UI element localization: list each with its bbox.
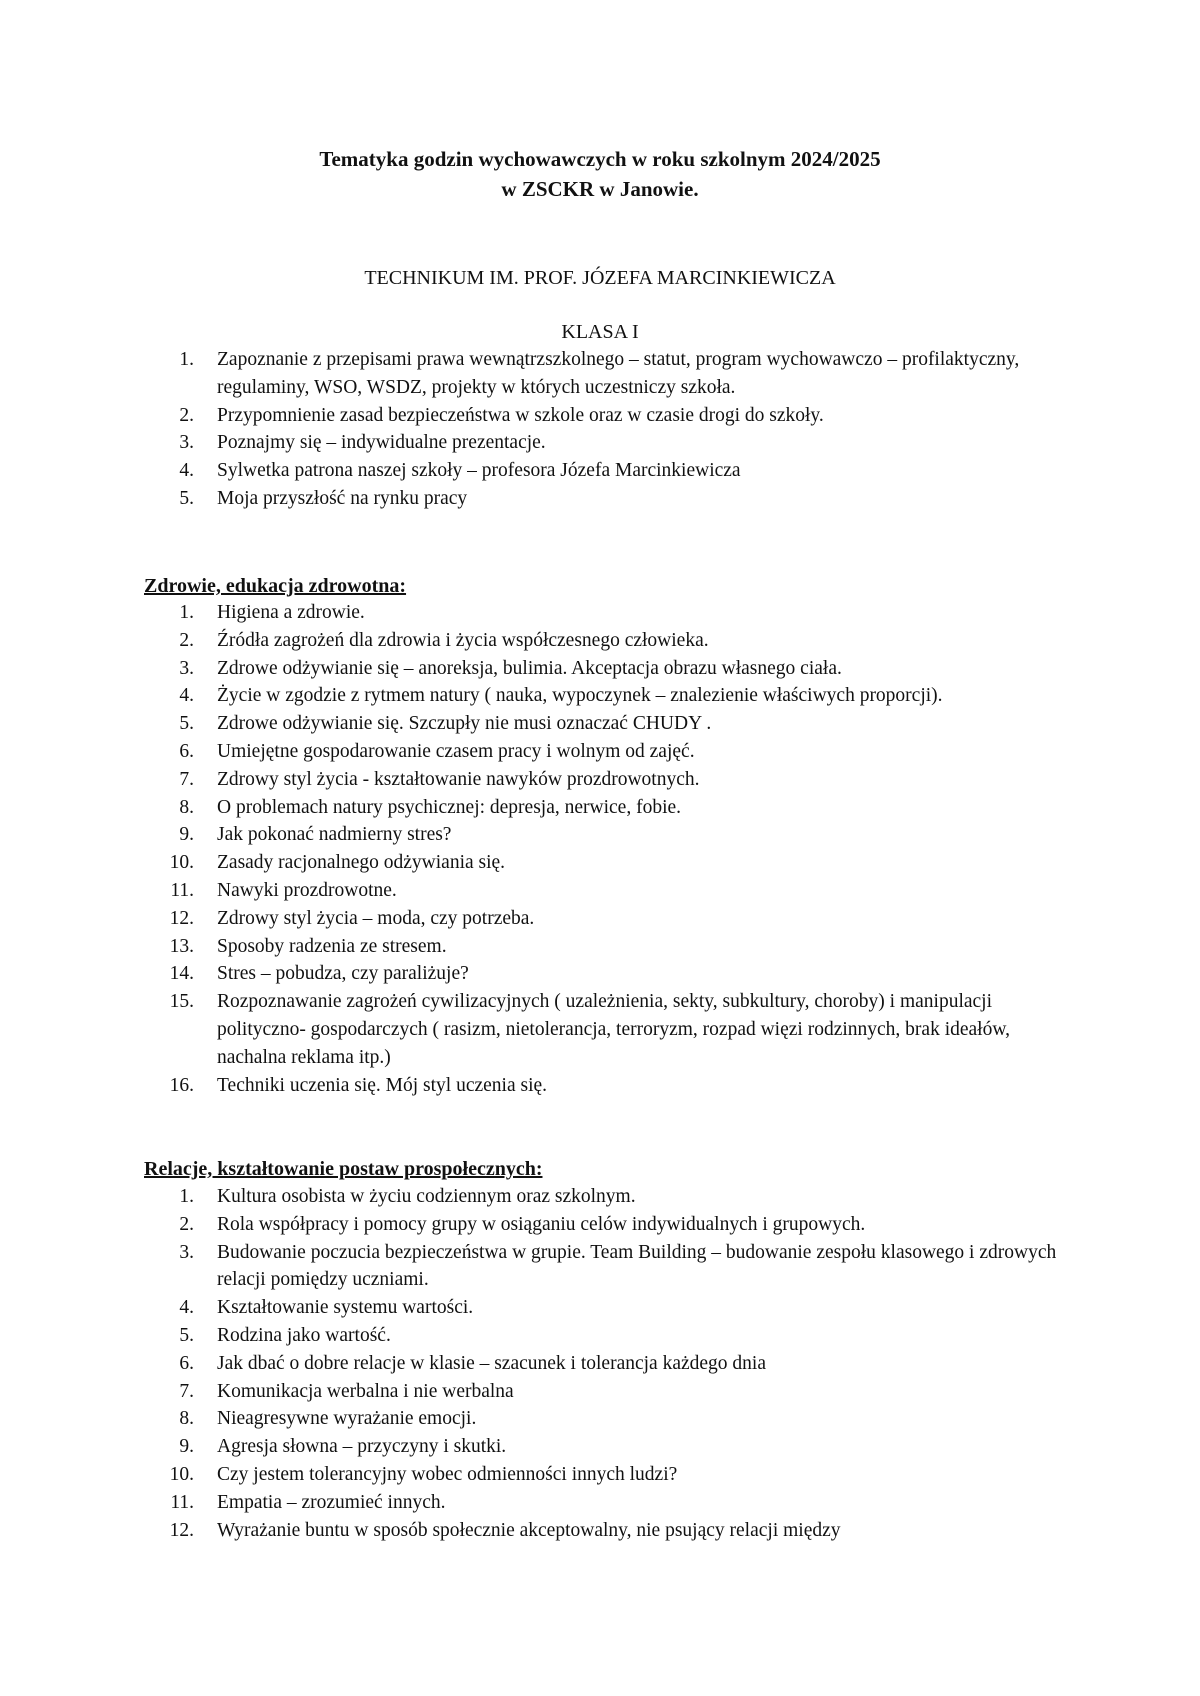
list-item-number: 1. — [179, 1186, 194, 1207]
list-item — [0, 1350, 1067, 1378]
list-item-number: 6. — [179, 740, 194, 762]
list-item-number: 9. — [179, 824, 194, 846]
list-item — [0, 627, 1067, 655]
section-heading-relations: Relacje, kształtowanie postaw prospołecznych: — [144, 1158, 543, 1180]
list-item-text: Życie w zgodzie z rytmem natury ( nauka, wypoczynek – znalezienie właściwych proporcji). — [217, 685, 943, 707]
list-item-text: Zdrowy styl życia - kształtowanie nawyków prozdrowotnych. — [217, 768, 700, 790]
list-item — [0, 485, 1067, 513]
list-item — [0, 1239, 1067, 1295]
section-heading-health: Zdrowie, edukacja zdrowotna: — [144, 575, 407, 597]
list-item-text: Poznajmy się – indywidualne prezentacje. — [217, 432, 546, 454]
list-item-text: Techniki uczenia się. Mój styl uczenia się. — [217, 1074, 548, 1096]
title-line-1: Tematyka godzin wychowawczych w roku szkolnym 2024/2025 — [319, 147, 881, 171]
list-item-number: 1. — [179, 349, 194, 370]
list-item-text: Sposoby radzenia ze stresem. — [217, 935, 447, 957]
list-item-text: Rodzina jako wartość. — [217, 1324, 391, 1346]
list-item — [0, 457, 1067, 485]
list-item-number: 10. — [169, 1463, 194, 1485]
list-item-number: 2. — [179, 404, 194, 426]
list-item — [0, 429, 1067, 457]
list-item-text: Przypomnienie zasad bezpieczeństwa w szkole oraz w czasie drogi do szkoły. — [217, 404, 824, 426]
list-item-number: 15. — [169, 991, 194, 1013]
list-item — [0, 933, 1067, 961]
list-item-text: Stres – pobudza, czy paraliżuje? — [217, 963, 469, 985]
list-item-number: 10. — [169, 852, 194, 874]
list-item-text: Rola współpracy i pomocy grupy w osiąganiu celów indywidualnych i grupowych. — [217, 1213, 866, 1235]
list-item-text: Źródła zagrożeń dla zdrowia i życia współczesnego człowieka. — [217, 629, 709, 651]
list-item-number: 7. — [179, 1380, 194, 1402]
list-item-number: 5. — [179, 713, 194, 735]
list-item — [0, 346, 1067, 402]
list-item — [0, 1294, 1067, 1322]
list-item — [0, 849, 1067, 877]
list-item-number: 12. — [169, 907, 194, 929]
list-item-number: 4. — [179, 1297, 194, 1319]
list-item-number: 13. — [169, 935, 194, 957]
list-item-text: Zdrowe odżywianie się. Szczupły nie musi oznaczać CHUDY . — [217, 713, 712, 735]
list-item — [0, 1517, 1067, 1545]
list-item-text: Empatia – zrozumieć innych. — [217, 1491, 446, 1513]
list-item-text: Nieagresywne wyrażanie emocji. — [217, 1408, 477, 1430]
list-item — [0, 1461, 1067, 1489]
list-item — [0, 402, 1067, 430]
list-item-text: Moja przyszłość na rynku pracy — [217, 487, 468, 509]
list-item-text: Zasady racjonalnego odżywiania się. — [217, 852, 506, 874]
list-item-text: Agresja słowna – przyczyny i skutki. — [217, 1436, 507, 1458]
list-item-text: O problemach natury psychicznej: depresja, nerwice, fobie. — [217, 796, 682, 818]
list-item — [0, 905, 1067, 933]
list-item — [0, 988, 1067, 1071]
class-topics-list — [0, 346, 1067, 513]
list-item-text: Nawyki prozdrowotne. — [217, 879, 397, 901]
list-item — [0, 655, 1067, 683]
list-item — [0, 1211, 1067, 1239]
list-item-text: Wyrażanie buntu w sposób społecznie akceptowalny, nie psujący relacji między — [217, 1519, 841, 1541]
list-item-text: Kultura osobista w życiu codziennym oraz szkolnym. — [217, 1186, 636, 1207]
list-item — [0, 599, 1067, 627]
list-item — [0, 710, 1067, 738]
list-item-number: 3. — [179, 657, 194, 679]
list-item-text: Jak dbać o dobre relacje w klasie – szacunek i tolerancja każdego dnia — [217, 1352, 766, 1374]
list-item-number: 8. — [179, 1408, 194, 1430]
school-name: TECHNIKUM IM. PROF. JÓZEFA MARCINKIEWICZA — [364, 267, 836, 289]
list-item — [0, 1433, 1067, 1461]
class-heading: KLASA I — [561, 321, 639, 343]
list-item-text: Kształtowanie systemu wartości. — [217, 1297, 474, 1319]
list-item — [0, 960, 1067, 988]
relations-topics-list — [0, 1183, 1067, 1544]
list-item-number: 2. — [179, 629, 194, 651]
list-item-number: 3. — [179, 432, 194, 454]
list-item-number: 16. — [169, 1074, 194, 1096]
document-title — [0, 144, 1200, 204]
list-item-text: Higiena a zdrowie. — [217, 602, 365, 623]
list-item-number: 11. — [170, 1491, 194, 1513]
list-item-number: 7. — [179, 768, 194, 790]
list-item — [0, 1378, 1067, 1406]
list-item — [0, 682, 1067, 710]
list-item-number: 5. — [179, 1324, 194, 1346]
list-item-text: Komunikacja werbalna i nie werbalna — [217, 1380, 514, 1402]
list-item-number: 3. — [179, 1241, 194, 1263]
list-item-number: 5. — [179, 487, 194, 509]
list-item — [0, 1489, 1067, 1517]
list-item — [0, 877, 1067, 905]
list-item-number: 6. — [179, 1352, 194, 1374]
list-item-number: 2. — [179, 1213, 194, 1235]
list-item-text: Budowanie poczucia bezpieczeństwa w grupie. Team Building – budowanie zespołu klasowego i zdrowych relacji pomiędzy uczniami. — [217, 1241, 1057, 1291]
list-item-text: Zdrowe odżywianie się – anoreksja, bulimia. Akceptacja obrazu własnego ciała. — [217, 657, 842, 679]
list-item-text: Sylwetka patrona naszej szkoły – profesora Józefa Marcinkiewicza — [217, 460, 741, 482]
list-item — [0, 766, 1067, 794]
list-item — [0, 1183, 1067, 1211]
list-item-text: Umiejętne gospodarowanie czasem pracy i wolnym od zajęć. — [217, 740, 695, 762]
list-item-text: Zapoznanie z przepisami prawa wewnątrzszkolnego – statut, program wychowawczo – profilaktyczny, regulaminy, WSO, WSDZ, projekty w których uczestniczy szkoła. — [217, 349, 1020, 398]
list-item-text: Jak pokonać nadmierny stres? — [217, 824, 452, 846]
list-item — [0, 794, 1067, 822]
list-item-number: 14. — [169, 963, 194, 985]
health-topics-list — [0, 599, 1067, 1099]
list-item — [0, 1322, 1067, 1350]
list-item — [0, 738, 1067, 766]
list-item-number: 8. — [179, 796, 194, 818]
list-item-number: 4. — [179, 685, 194, 707]
list-item-text: Zdrowy styl życia – moda, czy potrzeba. — [217, 907, 535, 929]
list-item — [0, 1405, 1067, 1433]
list-item — [0, 821, 1067, 849]
list-item-number: 11. — [170, 879, 194, 901]
list-item-number: 1. — [179, 602, 194, 623]
list-item-number: 12. — [169, 1519, 194, 1541]
list-item-text: Rozpoznawanie zagrożeń cywilizacyjnych ( uzależnienia, sekty, subkultury, choroby) i manipulacji polityczno- gospodarczych ( rasizm, nietolerancja, terroryzm, rozpad więzi rodzinnych, brak ideałów, nachalna reklama itp.) — [217, 991, 1011, 1068]
title-line-2: w ZSCKR w Janowie. — [501, 177, 699, 201]
list-item — [0, 1072, 1067, 1100]
list-item-number: 4. — [179, 460, 194, 482]
list-item-text: Czy jestem tolerancyjny wobec odmienności innych ludzi? — [217, 1463, 678, 1485]
list-item-number: 9. — [179, 1436, 194, 1458]
